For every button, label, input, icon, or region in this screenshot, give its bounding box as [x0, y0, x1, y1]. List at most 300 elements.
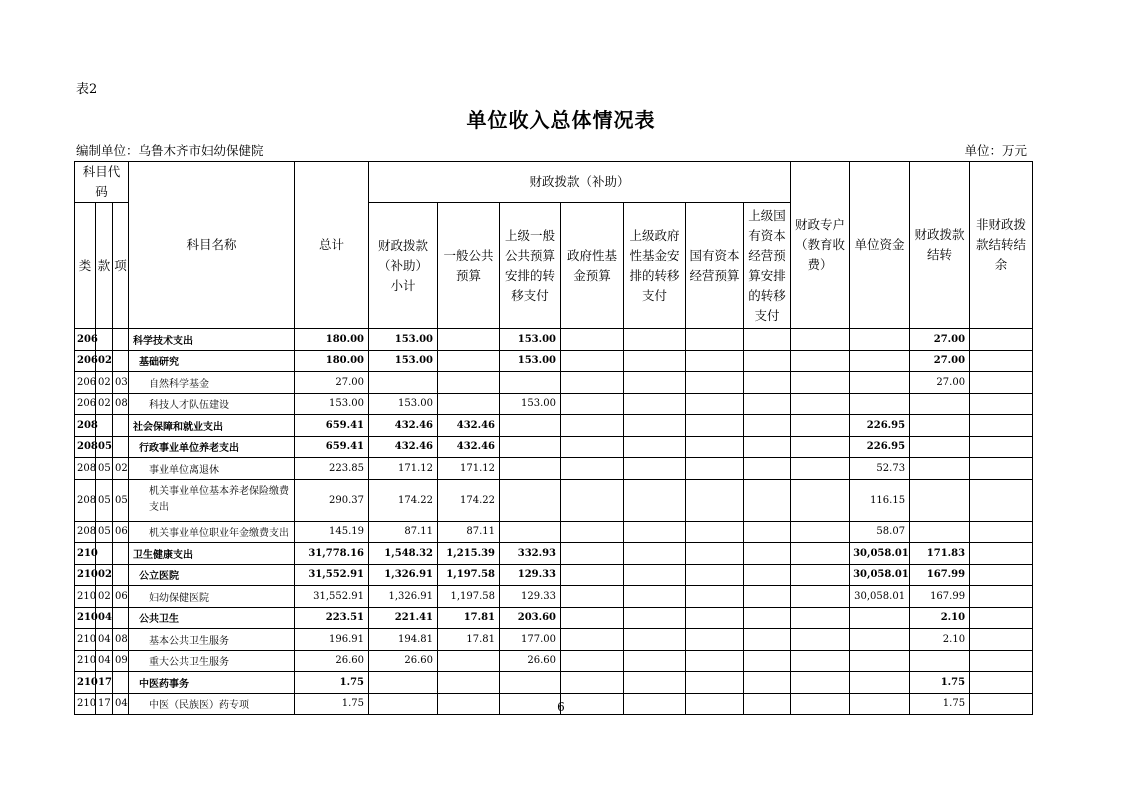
cell-upper-general: [500, 479, 561, 521]
currency-unit: 单位：万元: [964, 143, 1027, 158]
cell-unit-funds: [850, 650, 910, 672]
cell-state-capital: [686, 672, 744, 694]
cell-general-budget: [438, 372, 500, 394]
cell-total: 1.75: [295, 693, 369, 715]
cell-fiscal-carryover: 167.99: [910, 564, 970, 586]
cell-nonfiscal-carryover: [970, 521, 1033, 543]
cell-upper-general: 177.00: [500, 629, 561, 651]
cell-fiscal-carryover: [910, 393, 970, 415]
cell-total: 153.00: [295, 393, 369, 415]
cell-upper-state-capital: [744, 479, 791, 521]
cell-state-capital: [686, 350, 744, 372]
cell-kuan: 02: [96, 393, 113, 415]
cell-gov-fund: [561, 521, 624, 543]
cell-state-capital: [686, 564, 744, 586]
cell-gov-fund: [561, 479, 624, 521]
cell-state-capital: [686, 415, 744, 437]
cell-unit-funds: [850, 672, 910, 694]
cell-fiscal-carryover: 1.75: [910, 693, 970, 715]
cell-general-budget: 432.46: [438, 415, 500, 437]
cell-upper-gov-fund: [624, 393, 686, 415]
header-state-capital: 国有资本经营预算: [686, 203, 744, 329]
cell-nonfiscal-carryover: [970, 564, 1033, 586]
cell-gov-fund: [561, 350, 624, 372]
cell-fiscal-subtotal: 153.00: [369, 393, 438, 415]
cell-total: 180.00: [295, 329, 369, 351]
cell-fiscal-subtotal: 1,326.91: [369, 564, 438, 586]
header-upper-gov-fund: 上级政府性基金安排的转移支付: [624, 203, 686, 329]
cell-lei: 210: [75, 650, 96, 672]
cell-lei: 206: [75, 393, 96, 415]
cell-name: 中医（民族医）药专项: [129, 693, 295, 715]
cell-special-account: [791, 372, 850, 394]
header-code-group: 科目代码: [75, 162, 129, 203]
cell-upper-general: [500, 458, 561, 480]
cell-state-capital: [686, 372, 744, 394]
cell-xiang: 09: [113, 650, 129, 672]
cell-lei: 210: [75, 586, 96, 608]
cell-special-account: [791, 436, 850, 458]
header-gov-fund: 政府性基金预算: [561, 203, 624, 329]
cell-unit-funds: [850, 350, 910, 372]
cell-unit-funds: 30,058.01: [850, 543, 910, 565]
cell-kuan: 17: [96, 693, 113, 715]
cell-upper-state-capital: [744, 458, 791, 480]
cell-upper-gov-fund: [624, 350, 686, 372]
cell-nonfiscal-carryover: [970, 586, 1033, 608]
cell-gov-fund: [561, 629, 624, 651]
cell-nonfiscal-carryover: [970, 436, 1033, 458]
cell-total: 31,552.91: [295, 586, 369, 608]
cell-special-account: [791, 415, 850, 437]
cell-upper-general: 153.00: [500, 393, 561, 415]
cell-lei: 210: [75, 607, 96, 629]
cell-lei: 210: [75, 564, 96, 586]
cell-total: 196.91: [295, 629, 369, 651]
cell-special-account: [791, 329, 850, 351]
cell-xiang: 04: [113, 693, 129, 715]
cell-special-account: [791, 564, 850, 586]
cell-nonfiscal-carryover: [970, 543, 1033, 565]
cell-upper-general: 153.00: [500, 350, 561, 372]
cell-xiang: 05: [113, 479, 129, 521]
cell-gov-fund: [561, 564, 624, 586]
cell-lei: 208: [75, 458, 96, 480]
cell-kuan: [96, 329, 113, 351]
cell-xiang: 06: [113, 521, 129, 543]
cell-total: 1.75: [295, 672, 369, 694]
cell-upper-state-capital: [744, 629, 791, 651]
cell-fiscal-carryover: 171.83: [910, 543, 970, 565]
cell-upper-state-capital: [744, 607, 791, 629]
cell-upper-state-capital: [744, 436, 791, 458]
cell-kuan: 05: [96, 521, 113, 543]
table-row: [75, 650, 1033, 672]
cell-name: 机关事业单位职业年金缴费支出: [129, 521, 295, 543]
table-body: [75, 329, 1033, 715]
cell-fiscal-subtotal: 87.11: [369, 521, 438, 543]
cell-fiscal-carryover: [910, 415, 970, 437]
cell-lei: 208: [75, 436, 96, 458]
cell-name: 基本公共卫生服务: [129, 629, 295, 651]
cell-total: 659.41: [295, 436, 369, 458]
cell-state-capital: [686, 543, 744, 565]
cell-fiscal-carryover: [910, 436, 970, 458]
cell-upper-state-capital: [744, 329, 791, 351]
cell-upper-state-capital: [744, 393, 791, 415]
cell-gov-fund: [561, 393, 624, 415]
cell-upper-gov-fund: [624, 564, 686, 586]
header-name: 科目名称: [129, 162, 295, 329]
header-upper-state-capital: 上级国有资本经营预算安排的转移支付: [744, 203, 791, 329]
cell-fiscal-carryover: [910, 479, 970, 521]
cell-unit-funds: [850, 329, 910, 351]
cell-general-budget: [438, 393, 500, 415]
cell-kuan: [96, 543, 113, 565]
cell-unit-funds: 30,058.01: [850, 564, 910, 586]
cell-general-budget: 432.46: [438, 436, 500, 458]
cell-xiang: [113, 415, 129, 437]
cell-upper-gov-fund: [624, 458, 686, 480]
cell-name: 机关事业单位基本养老保险缴费支出: [129, 479, 295, 521]
cell-lei: 208: [75, 521, 96, 543]
cell-total: 180.00: [295, 350, 369, 372]
cell-unit-funds: 226.95: [850, 436, 910, 458]
table-row: [75, 629, 1033, 651]
cell-nonfiscal-carryover: [970, 607, 1033, 629]
cell-total: 31,552.91: [295, 564, 369, 586]
cell-upper-general: [500, 372, 561, 394]
cell-gov-fund: [561, 650, 624, 672]
cell-fiscal-carryover: 1.75: [910, 672, 970, 694]
cell-fiscal-subtotal: 194.81: [369, 629, 438, 651]
cell-upper-gov-fund: [624, 521, 686, 543]
cell-upper-general: 332.93: [500, 543, 561, 565]
table-row: [75, 672, 1033, 694]
cell-general-budget: [438, 672, 500, 694]
cell-general-budget: 1,197.58: [438, 564, 500, 586]
cell-lei: 206: [75, 329, 96, 351]
cell-unit-funds: [850, 607, 910, 629]
table-row: [75, 607, 1033, 629]
cell-fiscal-subtotal: [369, 672, 438, 694]
compiling-unit: 编制单位：乌鲁木齐市妇幼保健院: [76, 143, 264, 158]
cell-general-budget: 17.81: [438, 607, 500, 629]
cell-gov-fund: [561, 436, 624, 458]
cell-upper-general: [500, 521, 561, 543]
cell-xiang: [113, 329, 129, 351]
header-fiscal-group: 财政拨款（补助）: [369, 162, 791, 203]
cell-fiscal-carryover: 167.99: [910, 586, 970, 608]
cell-kuan: 02: [96, 372, 113, 394]
cell-gov-fund: [561, 458, 624, 480]
cell-upper-gov-fund: [624, 372, 686, 394]
cell-upper-general: 129.33: [500, 586, 561, 608]
cell-total: 27.00: [295, 372, 369, 394]
cell-nonfiscal-carryover: [970, 415, 1033, 437]
cell-fiscal-carryover: 27.00: [910, 329, 970, 351]
cell-upper-general: [500, 672, 561, 694]
cell-general-budget: 1,197.58: [438, 586, 500, 608]
cell-xiang: [113, 564, 129, 586]
table-row: [75, 543, 1033, 565]
cell-upper-general: 129.33: [500, 564, 561, 586]
cell-name: 妇幼保健医院: [129, 586, 295, 608]
cell-fiscal-carryover: 2.10: [910, 629, 970, 651]
cell-gov-fund: [561, 329, 624, 351]
cell-total: 223.51: [295, 607, 369, 629]
cell-special-account: [791, 521, 850, 543]
cell-special-account: [791, 350, 850, 372]
cell-kuan: 05: [96, 458, 113, 480]
cell-general-budget: 87.11: [438, 521, 500, 543]
header-total: 总计: [295, 162, 369, 329]
cell-state-capital: [686, 586, 744, 608]
cell-special-account: [791, 672, 850, 694]
cell-lei: 210: [75, 543, 96, 565]
cell-lei: 206: [75, 350, 96, 372]
cell-state-capital: [686, 479, 744, 521]
table-row: [75, 329, 1033, 351]
cell-state-capital: [686, 458, 744, 480]
cell-name: 基础研究: [129, 350, 295, 372]
cell-state-capital: [686, 329, 744, 351]
cell-name: 科技人才队伍建设: [129, 393, 295, 415]
cell-name: 公共卫生: [129, 607, 295, 629]
cell-upper-gov-fund: [624, 436, 686, 458]
cell-total: 31,778.16: [295, 543, 369, 565]
cell-name: 公立医院: [129, 564, 295, 586]
table-label: 表2: [76, 82, 98, 97]
cell-name: 自然科学基金: [129, 372, 295, 394]
cell-state-capital: [686, 436, 744, 458]
header-kuan: 款: [96, 203, 113, 329]
cell-fiscal-carryover: [910, 521, 970, 543]
cell-kuan: 05: [96, 479, 113, 521]
cell-upper-gov-fund: [624, 586, 686, 608]
cell-fiscal-subtotal: 153.00: [369, 329, 438, 351]
header-fiscal-carryover: 财政拨款结转: [910, 162, 970, 329]
cell-kuan: [96, 415, 113, 437]
cell-upper-gov-fund: [624, 329, 686, 351]
cell-special-account: [791, 479, 850, 521]
cell-kuan: 17: [96, 672, 113, 694]
cell-special-account: [791, 458, 850, 480]
table-row: [75, 436, 1033, 458]
cell-name: 事业单位离退休: [129, 458, 295, 480]
cell-fiscal-subtotal: 174.22: [369, 479, 438, 521]
table-row: [75, 564, 1033, 586]
cell-special-account: [791, 629, 850, 651]
cell-fiscal-subtotal: 432.46: [369, 436, 438, 458]
cell-general-budget: [438, 650, 500, 672]
cell-upper-general: 153.00: [500, 329, 561, 351]
cell-special-account: [791, 543, 850, 565]
cell-nonfiscal-carryover: [970, 479, 1033, 521]
cell-nonfiscal-carryover: [970, 393, 1033, 415]
cell-fiscal-subtotal: 1,548.32: [369, 543, 438, 565]
table-row: [75, 479, 1033, 521]
cell-lei: 208: [75, 479, 96, 521]
cell-upper-general: [500, 436, 561, 458]
cell-xiang: [113, 543, 129, 565]
cell-total: 223.85: [295, 458, 369, 480]
header-upper-general: 上级一般公共预算安排的转移支付: [500, 203, 561, 329]
header-xiang: 项: [113, 203, 129, 329]
cell-unit-funds: [850, 372, 910, 394]
cell-fiscal-subtotal: [369, 372, 438, 394]
cell-upper-gov-fund: [624, 650, 686, 672]
table-row: [75, 458, 1033, 480]
cell-upper-state-capital: [744, 521, 791, 543]
cell-xiang: [113, 436, 129, 458]
cell-gov-fund: [561, 372, 624, 394]
cell-upper-gov-fund: [624, 415, 686, 437]
cell-upper-state-capital: [744, 543, 791, 565]
page-title: 单位收入总体情况表: [466, 108, 656, 132]
cell-lei: 210: [75, 672, 96, 694]
cell-general-budget: 171.12: [438, 458, 500, 480]
cell-nonfiscal-carryover: [970, 672, 1033, 694]
header-general-budget: 一般公共预算: [438, 203, 500, 329]
cell-kuan: 02: [96, 350, 113, 372]
cell-kuan: 02: [96, 586, 113, 608]
table-row: [75, 521, 1033, 543]
cell-nonfiscal-carryover: [970, 629, 1033, 651]
cell-nonfiscal-carryover: [970, 350, 1033, 372]
cell-xiang: [113, 672, 129, 694]
cell-nonfiscal-carryover: [970, 372, 1033, 394]
header-lei: 类: [75, 203, 96, 329]
cell-fiscal-subtotal: 26.60: [369, 650, 438, 672]
table-row: [75, 372, 1033, 394]
cell-special-account: [791, 650, 850, 672]
cell-lei: 208: [75, 415, 96, 437]
cell-upper-state-capital: [744, 350, 791, 372]
cell-general-budget: [438, 350, 500, 372]
cell-name: 卫生健康支出: [129, 543, 295, 565]
cell-state-capital: [686, 629, 744, 651]
cell-xiang: [113, 607, 129, 629]
cell-gov-fund: [561, 415, 624, 437]
cell-general-budget: 1,215.39: [438, 543, 500, 565]
cell-special-account: [791, 393, 850, 415]
cell-special-account: [791, 586, 850, 608]
cell-name: 科学技术支出: [129, 329, 295, 351]
cell-nonfiscal-carryover: [970, 458, 1033, 480]
cell-name: 重大公共卫生服务: [129, 650, 295, 672]
cell-xiang: 06: [113, 586, 129, 608]
cell-upper-state-capital: [744, 586, 791, 608]
cell-total: 26.60: [295, 650, 369, 672]
cell-xiang: 02: [113, 458, 129, 480]
cell-xiang: 08: [113, 393, 129, 415]
cell-upper-general: 203.60: [500, 607, 561, 629]
cell-unit-funds: 58.07: [850, 521, 910, 543]
cell-unit-funds: 30,058.01: [850, 586, 910, 608]
cell-xiang: 08: [113, 629, 129, 651]
cell-fiscal-carryover: [910, 650, 970, 672]
cell-fiscal-carryover: 27.00: [910, 350, 970, 372]
cell-upper-general: [500, 415, 561, 437]
cell-upper-gov-fund: [624, 607, 686, 629]
cell-fiscal-carryover: 27.00: [910, 372, 970, 394]
income-summary-table: [74, 161, 1033, 715]
cell-kuan: 05: [96, 436, 113, 458]
cell-kuan: 04: [96, 650, 113, 672]
cell-total: 659.41: [295, 415, 369, 437]
cell-xiang: 03: [113, 372, 129, 394]
cell-nonfiscal-carryover: [970, 650, 1033, 672]
cell-kuan: 02: [96, 564, 113, 586]
cell-fiscal-subtotal: 221.41: [369, 607, 438, 629]
cell-lei: 210: [75, 629, 96, 651]
cell-fiscal-subtotal: 432.46: [369, 415, 438, 437]
cell-gov-fund: [561, 586, 624, 608]
cell-total: 145.19: [295, 521, 369, 543]
cell-upper-state-capital: [744, 564, 791, 586]
header-unit-funds: 单位资金: [850, 162, 910, 329]
cell-kuan: 04: [96, 629, 113, 651]
cell-upper-state-capital: [744, 372, 791, 394]
cell-state-capital: [686, 650, 744, 672]
cell-upper-general: 26.60: [500, 650, 561, 672]
cell-special-account: [791, 607, 850, 629]
cell-upper-state-capital: [744, 650, 791, 672]
cell-unit-funds: 116.15: [850, 479, 910, 521]
cell-general-budget: 174.22: [438, 479, 500, 521]
cell-kuan: 04: [96, 607, 113, 629]
cell-lei: 210: [75, 693, 96, 715]
cell-name: 社会保障和就业支出: [129, 415, 295, 437]
cell-state-capital: [686, 607, 744, 629]
table-row: [75, 350, 1033, 372]
cell-upper-state-capital: [744, 415, 791, 437]
cell-upper-gov-fund: [624, 629, 686, 651]
cell-unit-funds: 226.95: [850, 415, 910, 437]
cell-fiscal-subtotal: 1,326.91: [369, 586, 438, 608]
cell-fiscal-carryover: [910, 458, 970, 480]
page-number: 6: [557, 700, 565, 714]
cell-upper-state-capital: [744, 672, 791, 694]
cell-upper-gov-fund: [624, 672, 686, 694]
cell-fiscal-subtotal: 153.00: [369, 350, 438, 372]
cell-name: 中医药事务: [129, 672, 295, 694]
cell-xiang: [113, 350, 129, 372]
cell-name: 行政事业单位养老支出: [129, 436, 295, 458]
cell-total: 290.37: [295, 479, 369, 521]
cell-state-capital: [686, 521, 744, 543]
header-special-account: 财政专户（教育收费）: [791, 162, 850, 329]
cell-nonfiscal-carryover: [970, 329, 1033, 351]
table-row: [75, 393, 1033, 415]
cell-state-capital: [686, 393, 744, 415]
cell-gov-fund: [561, 607, 624, 629]
cell-general-budget: [438, 329, 500, 351]
cell-gov-fund: [561, 543, 624, 565]
cell-general-budget: 17.81: [438, 629, 500, 651]
cell-fiscal-carryover: 2.10: [910, 607, 970, 629]
cell-upper-gov-fund: [624, 479, 686, 521]
cell-fiscal-subtotal: 171.12: [369, 458, 438, 480]
cell-unit-funds: 52.73: [850, 458, 910, 480]
header-fiscal-subtotal: 财政拨款（补助）小计: [369, 203, 438, 329]
table-row: [75, 415, 1033, 437]
header-nonfiscal-carryover: 非财政拨款结转结余: [970, 162, 1033, 329]
cell-upper-gov-fund: [624, 543, 686, 565]
cell-unit-funds: [850, 629, 910, 651]
cell-unit-funds: [850, 393, 910, 415]
